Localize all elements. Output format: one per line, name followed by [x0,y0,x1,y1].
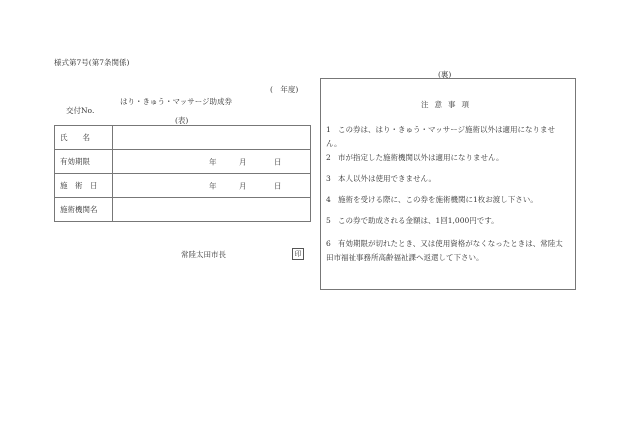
treatment-date-field[interactable] [113,174,311,198]
voucher-front-table [54,125,311,222]
issuer-name: 常陸太田市長 [181,250,226,259]
year-unit: 年 [209,181,217,190]
name-field[interactable] [113,126,311,150]
year-unit: 年 [209,157,217,166]
table-row-expiry [55,150,311,174]
back-side-label: (裏) [438,70,452,79]
form-number: 様式第7号(第7条関係) [54,58,130,67]
note-item: 4 施術を受ける際に、この券を施術機関に1枚お渡し下さい。 [326,195,538,204]
institution-field[interactable] [113,198,311,222]
month-unit: 月 [239,181,247,190]
note-item: 1 この券は、はり・きゅう・マッサージ施術以外は適用になりません。 [326,125,556,148]
expiry-date-field[interactable] [113,150,311,174]
front-side-label: (表) [175,116,189,125]
treatment-date-label: 施 術 日 [55,174,113,198]
day-unit: 日 [274,181,282,190]
table-row-name [55,126,311,150]
issue-number-label: 交付No. [66,106,95,115]
note-item: 6 有効期限が切れたとき、又は使用資格がなくなったときは、常陸太田市福祉事務所高齢福祉課へ返還して下さい。 [326,239,563,262]
notes-box [320,78,576,290]
table-row-treatment-date [55,174,311,198]
voucher-title: はり・きゅう・マッサージ助成券 [120,97,233,106]
expiry-label: 有効期限 [55,150,113,174]
month-unit: 月 [239,157,247,166]
institution-label: 施術機関名 [55,198,113,222]
note-item: 3 本人以外は使用できません。 [326,174,436,183]
notes-title: 注意事項 [421,100,475,109]
seal-icon: 印 [292,248,304,260]
note-item: 2 市が指定した施術機関以外は適用になりません。 [326,153,504,162]
table-row-institution [55,198,311,222]
note-item: 5 この券で助成される金額は、1回1,000円です。 [326,216,499,225]
fiscal-year: ( 年度) [270,85,299,94]
name-label: 氏 名 [55,126,113,150]
day-unit: 日 [274,157,282,166]
